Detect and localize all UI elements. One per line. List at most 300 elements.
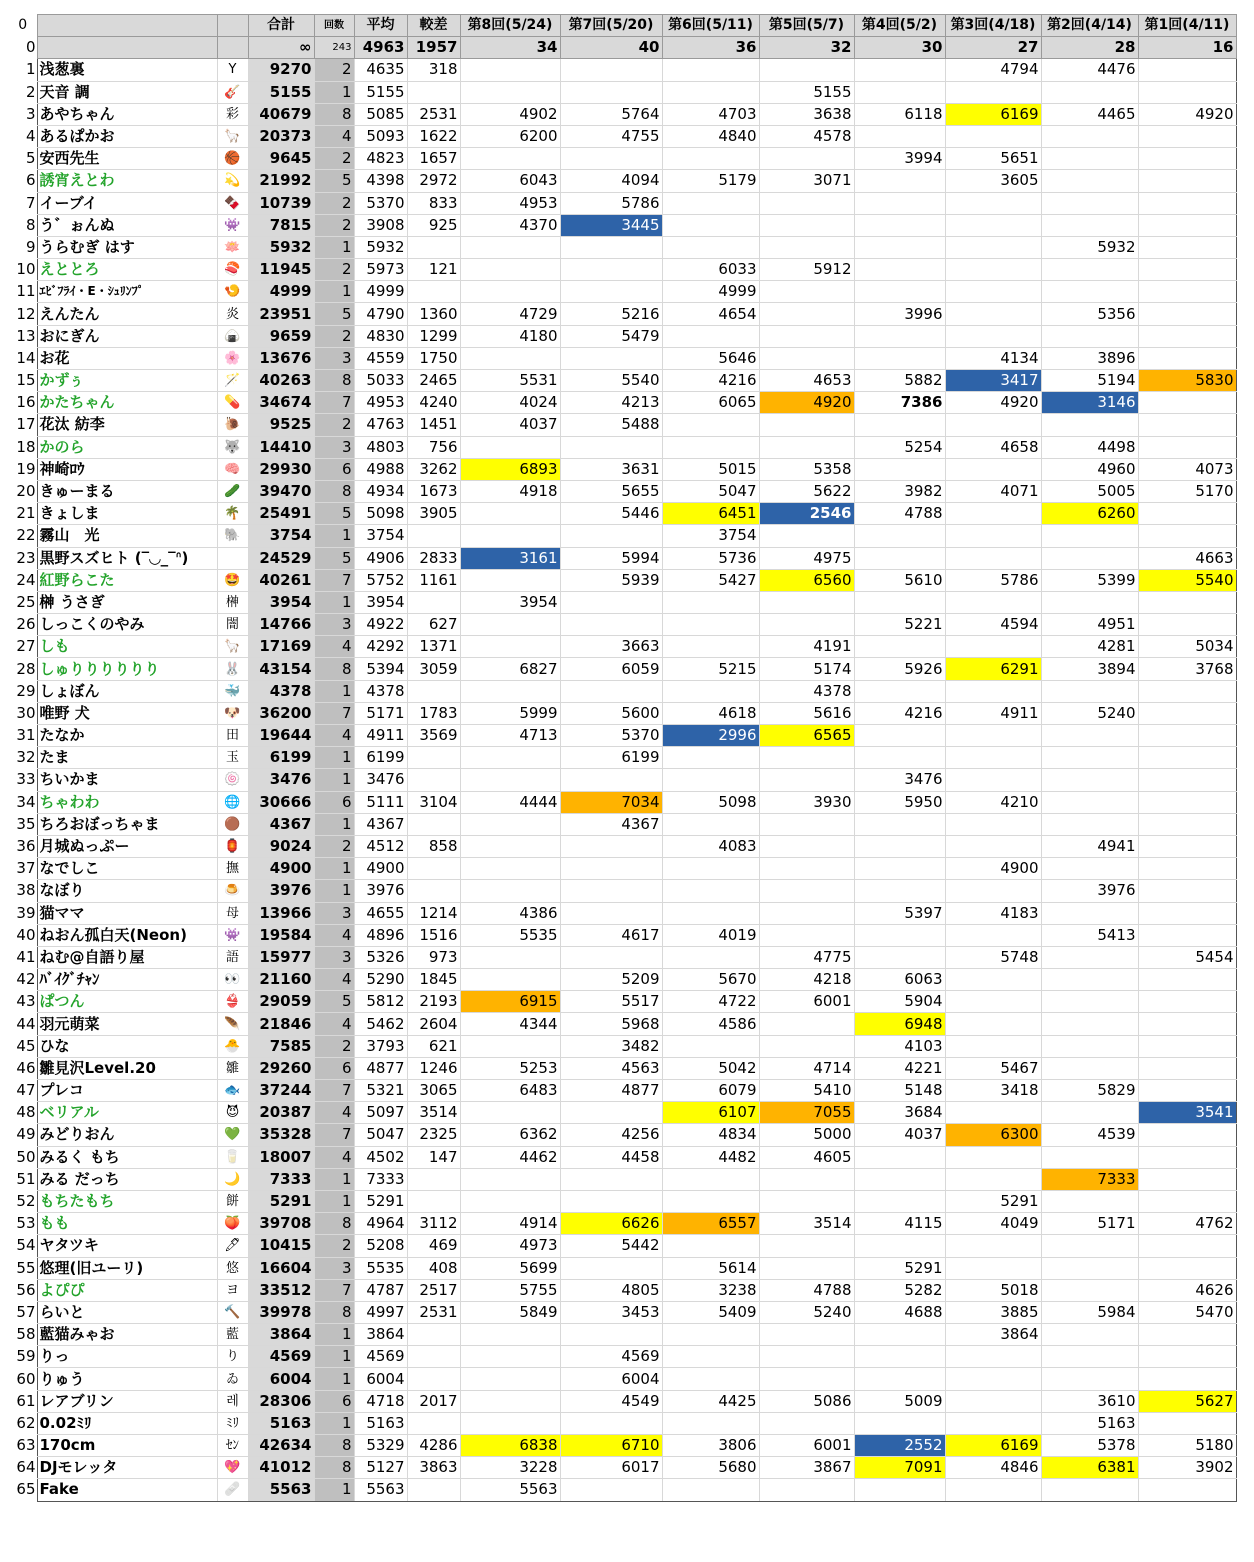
round-score[interactable]	[945, 525, 1041, 547]
average-score[interactable]: 4877	[354, 1057, 407, 1079]
play-count[interactable]: 2	[314, 259, 354, 281]
round-score[interactable]: 7091	[854, 1457, 945, 1479]
round-score[interactable]	[662, 214, 759, 236]
round-score[interactable]	[460, 1368, 560, 1390]
round-score[interactable]: 4563	[560, 1057, 662, 1079]
round-score[interactable]: 4256	[560, 1124, 662, 1146]
average-score[interactable]: 4999	[354, 281, 407, 303]
total-score[interactable]: 7585	[248, 1035, 314, 1057]
average-score[interactable]: 3476	[354, 769, 407, 791]
total-score[interactable]: 4367	[248, 813, 314, 835]
player-name[interactable]: りっ	[37, 1346, 217, 1368]
total-score[interactable]: 13966	[248, 902, 314, 924]
round-score[interactable]: 4367	[560, 813, 662, 835]
round-score[interactable]: 5939	[560, 569, 662, 591]
score-range[interactable]: 3104	[407, 791, 460, 813]
round-score[interactable]	[560, 946, 662, 968]
round-score[interactable]	[560, 81, 662, 103]
round-score[interactable]	[945, 503, 1041, 525]
total-score[interactable]: 39978	[248, 1301, 314, 1323]
round-score[interactable]	[759, 236, 854, 258]
round-score[interactable]	[1041, 946, 1138, 968]
average-score[interactable]: 4292	[354, 636, 407, 658]
round-score[interactable]: 6893	[460, 458, 560, 480]
score-range[interactable]: 2465	[407, 370, 460, 392]
total-score[interactable]: 43154	[248, 658, 314, 680]
round-score[interactable]: 6362	[460, 1124, 560, 1146]
average-score[interactable]: 5033	[354, 370, 407, 392]
round-score[interactable]: 6827	[460, 658, 560, 680]
round-score[interactable]	[759, 59, 854, 81]
round-score[interactable]	[1138, 1412, 1236, 1434]
round-score[interactable]: 4218	[759, 969, 854, 991]
round-score[interactable]	[945, 1168, 1041, 1190]
score-range[interactable]: 318	[407, 59, 460, 81]
round-score[interactable]	[460, 281, 560, 303]
round-score[interactable]	[460, 503, 560, 525]
score-range[interactable]: 469	[407, 1235, 460, 1257]
round-score[interactable]: 3754	[662, 525, 759, 547]
play-count[interactable]: 1	[314, 1168, 354, 1190]
round-score[interactable]: 6483	[460, 1080, 560, 1102]
round-score[interactable]	[662, 680, 759, 702]
score-range[interactable]: 2193	[407, 991, 460, 1013]
total-score[interactable]: 21160	[248, 969, 314, 991]
round-score[interactable]: 6001	[759, 1435, 854, 1457]
round-score[interactable]: 4073	[1138, 458, 1236, 480]
round-score[interactable]	[1138, 991, 1236, 1013]
score-range[interactable]: 121	[407, 259, 460, 281]
round-score[interactable]: 6381	[1041, 1457, 1138, 1479]
round-score[interactable]: 3638	[759, 103, 854, 125]
round-score[interactable]	[560, 1168, 662, 1190]
play-count[interactable]: 3	[314, 902, 354, 924]
total-score[interactable]: 33512	[248, 1279, 314, 1301]
round-score[interactable]	[662, 747, 759, 769]
round-score[interactable]: 5531	[460, 370, 560, 392]
play-count[interactable]: 3	[314, 436, 354, 458]
round-score[interactable]	[460, 347, 560, 369]
round-score[interactable]	[1138, 858, 1236, 880]
round-score[interactable]	[1138, 747, 1236, 769]
round-score[interactable]: 4762	[1138, 1213, 1236, 1235]
round-score[interactable]	[1041, 991, 1138, 1013]
round-score[interactable]: 5680	[662, 1457, 759, 1479]
total-score[interactable]: 9024	[248, 835, 314, 857]
round-score[interactable]: 5209	[560, 969, 662, 991]
score-range[interactable]: 2531	[407, 1301, 460, 1323]
round-score[interactable]	[460, 436, 560, 458]
round-score[interactable]	[1041, 81, 1138, 103]
round-score[interactable]: 5999	[460, 702, 560, 724]
round-score[interactable]: 3071	[759, 170, 854, 192]
round-score[interactable]: 3238	[662, 1279, 759, 1301]
round-score[interactable]: 3684	[854, 1102, 945, 1124]
round-score[interactable]: 5830	[1138, 370, 1236, 392]
score-range[interactable]: 3059	[407, 658, 460, 680]
round-score[interactable]	[1041, 1346, 1138, 1368]
play-count[interactable]: 4	[314, 1146, 354, 1168]
round-score[interactable]: 4344	[460, 1013, 560, 1035]
average-score[interactable]: 5326	[354, 946, 407, 968]
round-score[interactable]: 5736	[662, 547, 759, 569]
round-score[interactable]	[1041, 680, 1138, 702]
average-score[interactable]: 5047	[354, 1124, 407, 1146]
round-score[interactable]	[1138, 680, 1236, 702]
round-score[interactable]: 4216	[854, 702, 945, 724]
total-score[interactable]: 14766	[248, 614, 314, 636]
round-score[interactable]: 3541	[1138, 1102, 1236, 1124]
round-score[interactable]: 3806	[662, 1435, 759, 1457]
round-score[interactable]: 4914	[460, 1213, 560, 1235]
score-range[interactable]: 2017	[407, 1390, 460, 1412]
play-count[interactable]: 1	[314, 1324, 354, 1346]
round-score[interactable]: 5291	[854, 1257, 945, 1279]
round-score[interactable]: 5535	[460, 924, 560, 946]
total-score[interactable]: 21992	[248, 170, 314, 192]
average-score[interactable]: 5752	[354, 569, 407, 591]
round-score[interactable]	[945, 325, 1041, 347]
average-score[interactable]: 4997	[354, 1301, 407, 1323]
player-name[interactable]: うらむぎ はす	[37, 236, 217, 258]
round-score[interactable]	[1138, 59, 1236, 81]
round-score[interactable]	[1138, 969, 1236, 991]
score-range[interactable]: 3569	[407, 725, 460, 747]
round-score[interactable]	[1041, 1190, 1138, 1212]
average-score[interactable]: 5111	[354, 791, 407, 813]
total-score[interactable]: 20387	[248, 1102, 314, 1124]
score-range[interactable]: 1299	[407, 325, 460, 347]
round-score[interactable]	[759, 1368, 854, 1390]
total-score[interactable]: 14410	[248, 436, 314, 458]
total-score[interactable]: 3954	[248, 591, 314, 613]
round-score[interactable]: 5454	[1138, 946, 1236, 968]
round-score[interactable]	[1138, 791, 1236, 813]
round-score[interactable]: 5047	[662, 480, 759, 502]
round-score[interactable]	[1138, 281, 1236, 303]
average-score[interactable]: 5932	[354, 236, 407, 258]
round-score[interactable]	[460, 969, 560, 991]
round-score[interactable]	[662, 436, 759, 458]
round-score[interactable]: 5221	[854, 614, 945, 636]
round-score[interactable]	[1138, 1124, 1236, 1146]
round-score[interactable]	[1138, 813, 1236, 835]
total-score[interactable]: 40679	[248, 103, 314, 125]
score-range[interactable]	[407, 1324, 460, 1346]
round-score[interactable]	[854, 1168, 945, 1190]
score-range[interactable]: 756	[407, 436, 460, 458]
round-score[interactable]: 7333	[1041, 1168, 1138, 1190]
round-score[interactable]: 5670	[662, 969, 759, 991]
score-range[interactable]: 4240	[407, 392, 460, 414]
round-score[interactable]	[759, 902, 854, 924]
round-score[interactable]	[662, 1412, 759, 1434]
play-count[interactable]: 1	[314, 813, 354, 835]
total-score[interactable]: 3864	[248, 1324, 314, 1346]
average-score[interactable]: 5290	[354, 969, 407, 991]
round-score[interactable]: 3663	[560, 636, 662, 658]
round-score[interactable]: 5086	[759, 1390, 854, 1412]
average-score[interactable]: 5462	[354, 1013, 407, 1035]
total-score[interactable]: 39470	[248, 480, 314, 502]
round-score[interactable]: 5282	[854, 1279, 945, 1301]
round-header[interactable]: 第3回(4/18)	[945, 15, 1041, 37]
round-score[interactable]: 5356	[1041, 303, 1138, 325]
round-score[interactable]	[560, 1412, 662, 1434]
average-score[interactable]: 5098	[354, 503, 407, 525]
round-score[interactable]: 4653	[759, 370, 854, 392]
player-name[interactable]: かたちゃん	[37, 392, 217, 414]
round-score[interactable]: 2546	[759, 503, 854, 525]
round-score[interactable]	[1041, 591, 1138, 613]
round-score[interactable]	[1041, 1324, 1138, 1346]
round-score[interactable]: 4037	[854, 1124, 945, 1146]
round-score[interactable]: 5174	[759, 658, 854, 680]
round-score[interactable]	[945, 636, 1041, 658]
total-score[interactable]: 13676	[248, 347, 314, 369]
round-score[interactable]	[1138, 1324, 1236, 1346]
round-score[interactable]	[854, 1479, 945, 1501]
player-name[interactable]: ちいかま	[37, 769, 217, 791]
round-score[interactable]: 4216	[662, 370, 759, 392]
average-score[interactable]: 4911	[354, 725, 407, 747]
average-score[interactable]: 6004	[354, 1368, 407, 1390]
round-score[interactable]	[854, 214, 945, 236]
round-score[interactable]	[854, 858, 945, 880]
round-score[interactable]: 4877	[560, 1080, 662, 1102]
round-score[interactable]: 4281	[1041, 636, 1138, 658]
round-score[interactable]: 5370	[560, 725, 662, 747]
player-name[interactable]: ヤタツキ	[37, 1235, 217, 1257]
round-score[interactable]: 5378	[1041, 1435, 1138, 1457]
round-score[interactable]	[460, 946, 560, 968]
round-score[interactable]	[759, 1346, 854, 1368]
round-score[interactable]: 7055	[759, 1102, 854, 1124]
player-name[interactable]: ちろおぼっちゃま	[37, 813, 217, 835]
score-range[interactable]: 1246	[407, 1057, 460, 1079]
total-score[interactable]: 10415	[248, 1235, 314, 1257]
round-score[interactable]: 5651	[945, 148, 1041, 170]
player-name[interactable]: 天音 調	[37, 81, 217, 103]
player-name[interactable]: ちゃわわ	[37, 791, 217, 813]
round-score[interactable]	[945, 1257, 1041, 1279]
round-score[interactable]	[759, 436, 854, 458]
round-score[interactable]: 6451	[662, 503, 759, 525]
round-score[interactable]: 5994	[560, 547, 662, 569]
play-count[interactable]: 1	[314, 1190, 354, 1212]
total-score[interactable]: 9525	[248, 414, 314, 436]
average-score[interactable]: 4790	[354, 303, 407, 325]
round-score[interactable]	[1041, 791, 1138, 813]
round-score[interactable]	[1041, 125, 1138, 147]
score-range[interactable]: 4286	[407, 1435, 460, 1457]
play-count[interactable]: 5	[314, 503, 354, 525]
round-score[interactable]	[662, 946, 759, 968]
round-score[interactable]: 5646	[662, 347, 759, 369]
round-score[interactable]	[1138, 414, 1236, 436]
score-range[interactable]	[407, 747, 460, 769]
play-count[interactable]: 6	[314, 1390, 354, 1412]
round-score[interactable]	[854, 924, 945, 946]
score-range[interactable]	[407, 680, 460, 702]
round-score[interactable]	[759, 525, 854, 547]
round-score[interactable]	[945, 414, 1041, 436]
round-score[interactable]	[1138, 702, 1236, 724]
round-score[interactable]	[854, 813, 945, 835]
round-score[interactable]: 5786	[560, 192, 662, 214]
round-score[interactable]	[759, 303, 854, 325]
round-score[interactable]	[945, 81, 1041, 103]
round-score[interactable]	[1041, 1146, 1138, 1168]
round-header[interactable]: 第2回(4/14)	[1041, 15, 1138, 37]
play-count[interactable]: 3	[314, 946, 354, 968]
round-score[interactable]	[460, 858, 560, 880]
round-header[interactable]: 第7回(5/20)	[560, 15, 662, 37]
round-score[interactable]	[560, 347, 662, 369]
summary-round-count[interactable]: 27	[945, 37, 1041, 59]
round-score[interactable]: 4458	[560, 1146, 662, 1168]
round-header[interactable]: 第1回(4/11)	[1138, 15, 1236, 37]
score-range[interactable]: 3905	[407, 503, 460, 525]
round-score[interactable]: 5427	[662, 569, 759, 591]
total-score[interactable]: 29059	[248, 991, 314, 1013]
total-score[interactable]: 30666	[248, 791, 314, 813]
play-count[interactable]: 2	[314, 1035, 354, 1057]
round-score[interactable]	[759, 1168, 854, 1190]
play-count[interactable]: 1	[314, 236, 354, 258]
round-score[interactable]	[1138, 81, 1236, 103]
round-score[interactable]	[1138, 591, 1236, 613]
play-count[interactable]: 3	[314, 1257, 354, 1279]
score-range[interactable]: 833	[407, 192, 460, 214]
round-score[interactable]: 3954	[460, 591, 560, 613]
round-score[interactable]	[1138, 1346, 1236, 1368]
round-score[interactable]	[560, 236, 662, 258]
round-score[interactable]: 5018	[945, 1279, 1041, 1301]
score-range[interactable]: 621	[407, 1035, 460, 1057]
round-score[interactable]	[662, 81, 759, 103]
player-name[interactable]: みる だっち	[37, 1168, 217, 1190]
player-name[interactable]: しっこくのやみ	[37, 614, 217, 636]
score-range[interactable]	[407, 1190, 460, 1212]
round-score[interactable]	[1041, 969, 1138, 991]
score-range[interactable]	[407, 236, 460, 258]
total-score[interactable]: 3476	[248, 769, 314, 791]
round-score[interactable]	[460, 1346, 560, 1368]
round-score[interactable]	[945, 880, 1041, 902]
round-score[interactable]	[854, 525, 945, 547]
round-score[interactable]: 3982	[854, 480, 945, 502]
player-name[interactable]: かのら	[37, 436, 217, 458]
total-score[interactable]: 19584	[248, 924, 314, 946]
total-score[interactable]: 28306	[248, 1390, 314, 1412]
round-score[interactable]	[1041, 1479, 1138, 1501]
round-score[interactable]	[945, 813, 1041, 835]
round-score[interactable]: 6043	[460, 170, 560, 192]
round-score[interactable]: 4960	[1041, 458, 1138, 480]
round-score[interactable]	[854, 81, 945, 103]
round-score[interactable]: 4973	[460, 1235, 560, 1257]
round-score[interactable]: 4920	[759, 392, 854, 414]
total-score[interactable]: 5563	[248, 1479, 314, 1501]
total-score[interactable]: 19644	[248, 725, 314, 747]
round-score[interactable]: 4444	[460, 791, 560, 813]
round-score[interactable]: 5540	[1138, 569, 1236, 591]
score-range[interactable]: 925	[407, 214, 460, 236]
round-score[interactable]	[460, 1035, 560, 1057]
diff-header[interactable]: 較差	[407, 15, 460, 37]
round-score[interactable]: 3864	[945, 1324, 1041, 1346]
average-score[interactable]: 4635	[354, 59, 407, 81]
player-name[interactable]: みどりおん	[37, 1124, 217, 1146]
play-count[interactable]: 1	[314, 880, 354, 902]
average-score[interactable]: 4655	[354, 902, 407, 924]
player-name[interactable]: ベリアル	[37, 1102, 217, 1124]
round-score[interactable]	[460, 769, 560, 791]
round-score[interactable]	[560, 769, 662, 791]
score-range[interactable]	[407, 880, 460, 902]
round-header[interactable]: 第8回(5/24)	[460, 15, 560, 37]
player-name[interactable]: 浅葱裏	[37, 59, 217, 81]
round-score[interactable]: 4586	[662, 1013, 759, 1035]
round-score[interactable]	[1138, 614, 1236, 636]
round-score[interactable]	[945, 591, 1041, 613]
average-score[interactable]: 4900	[354, 858, 407, 880]
player-name[interactable]: レアブリン	[37, 1390, 217, 1412]
total-score[interactable]: 3754	[248, 525, 314, 547]
round-score[interactable]: 6004	[560, 1368, 662, 1390]
round-score[interactable]	[560, 902, 662, 924]
round-score[interactable]: 5171	[1041, 1213, 1138, 1235]
round-score[interactable]: 5155	[759, 81, 854, 103]
round-score[interactable]	[662, 59, 759, 81]
player-name[interactable]: イーブイ	[37, 192, 217, 214]
round-score[interactable]: 3867	[759, 1457, 854, 1479]
round-score[interactable]: 4999	[662, 281, 759, 303]
round-score[interactable]	[945, 969, 1041, 991]
round-score[interactable]: 5699	[460, 1257, 560, 1279]
round-score[interactable]: 5254	[854, 436, 945, 458]
round-score[interactable]: 4688	[854, 1301, 945, 1323]
round-score[interactable]: 5748	[945, 946, 1041, 968]
round-score[interactable]: 4221	[854, 1057, 945, 1079]
round-score[interactable]	[560, 59, 662, 81]
round-score[interactable]: 5764	[560, 103, 662, 125]
round-score[interactable]: 6565	[759, 725, 854, 747]
round-score[interactable]	[460, 813, 560, 835]
round-score[interactable]	[460, 569, 560, 591]
average-score[interactable]: 3954	[354, 591, 407, 613]
player-name[interactable]: みるく もち	[37, 1146, 217, 1168]
round-score[interactable]: 3476	[854, 769, 945, 791]
round-score[interactable]: 5600	[560, 702, 662, 724]
score-range[interactable]: 3863	[407, 1457, 460, 1479]
play-count[interactable]: 8	[314, 103, 354, 125]
round-score[interactable]	[460, 81, 560, 103]
round-score[interactable]	[759, 325, 854, 347]
round-score[interactable]	[759, 414, 854, 436]
play-count[interactable]: 7	[314, 1279, 354, 1301]
round-score[interactable]	[1138, 1035, 1236, 1057]
player-name[interactable]: 安西先生	[37, 148, 217, 170]
round-score[interactable]	[1138, 1057, 1236, 1079]
round-score[interactable]: 5622	[759, 480, 854, 502]
round-score[interactable]	[1138, 880, 1236, 902]
round-score[interactable]: 5912	[759, 259, 854, 281]
round-score[interactable]	[560, 858, 662, 880]
player-name[interactable]: ねおん孤白天(Neon)	[37, 924, 217, 946]
round-score[interactable]	[560, 1190, 662, 1212]
